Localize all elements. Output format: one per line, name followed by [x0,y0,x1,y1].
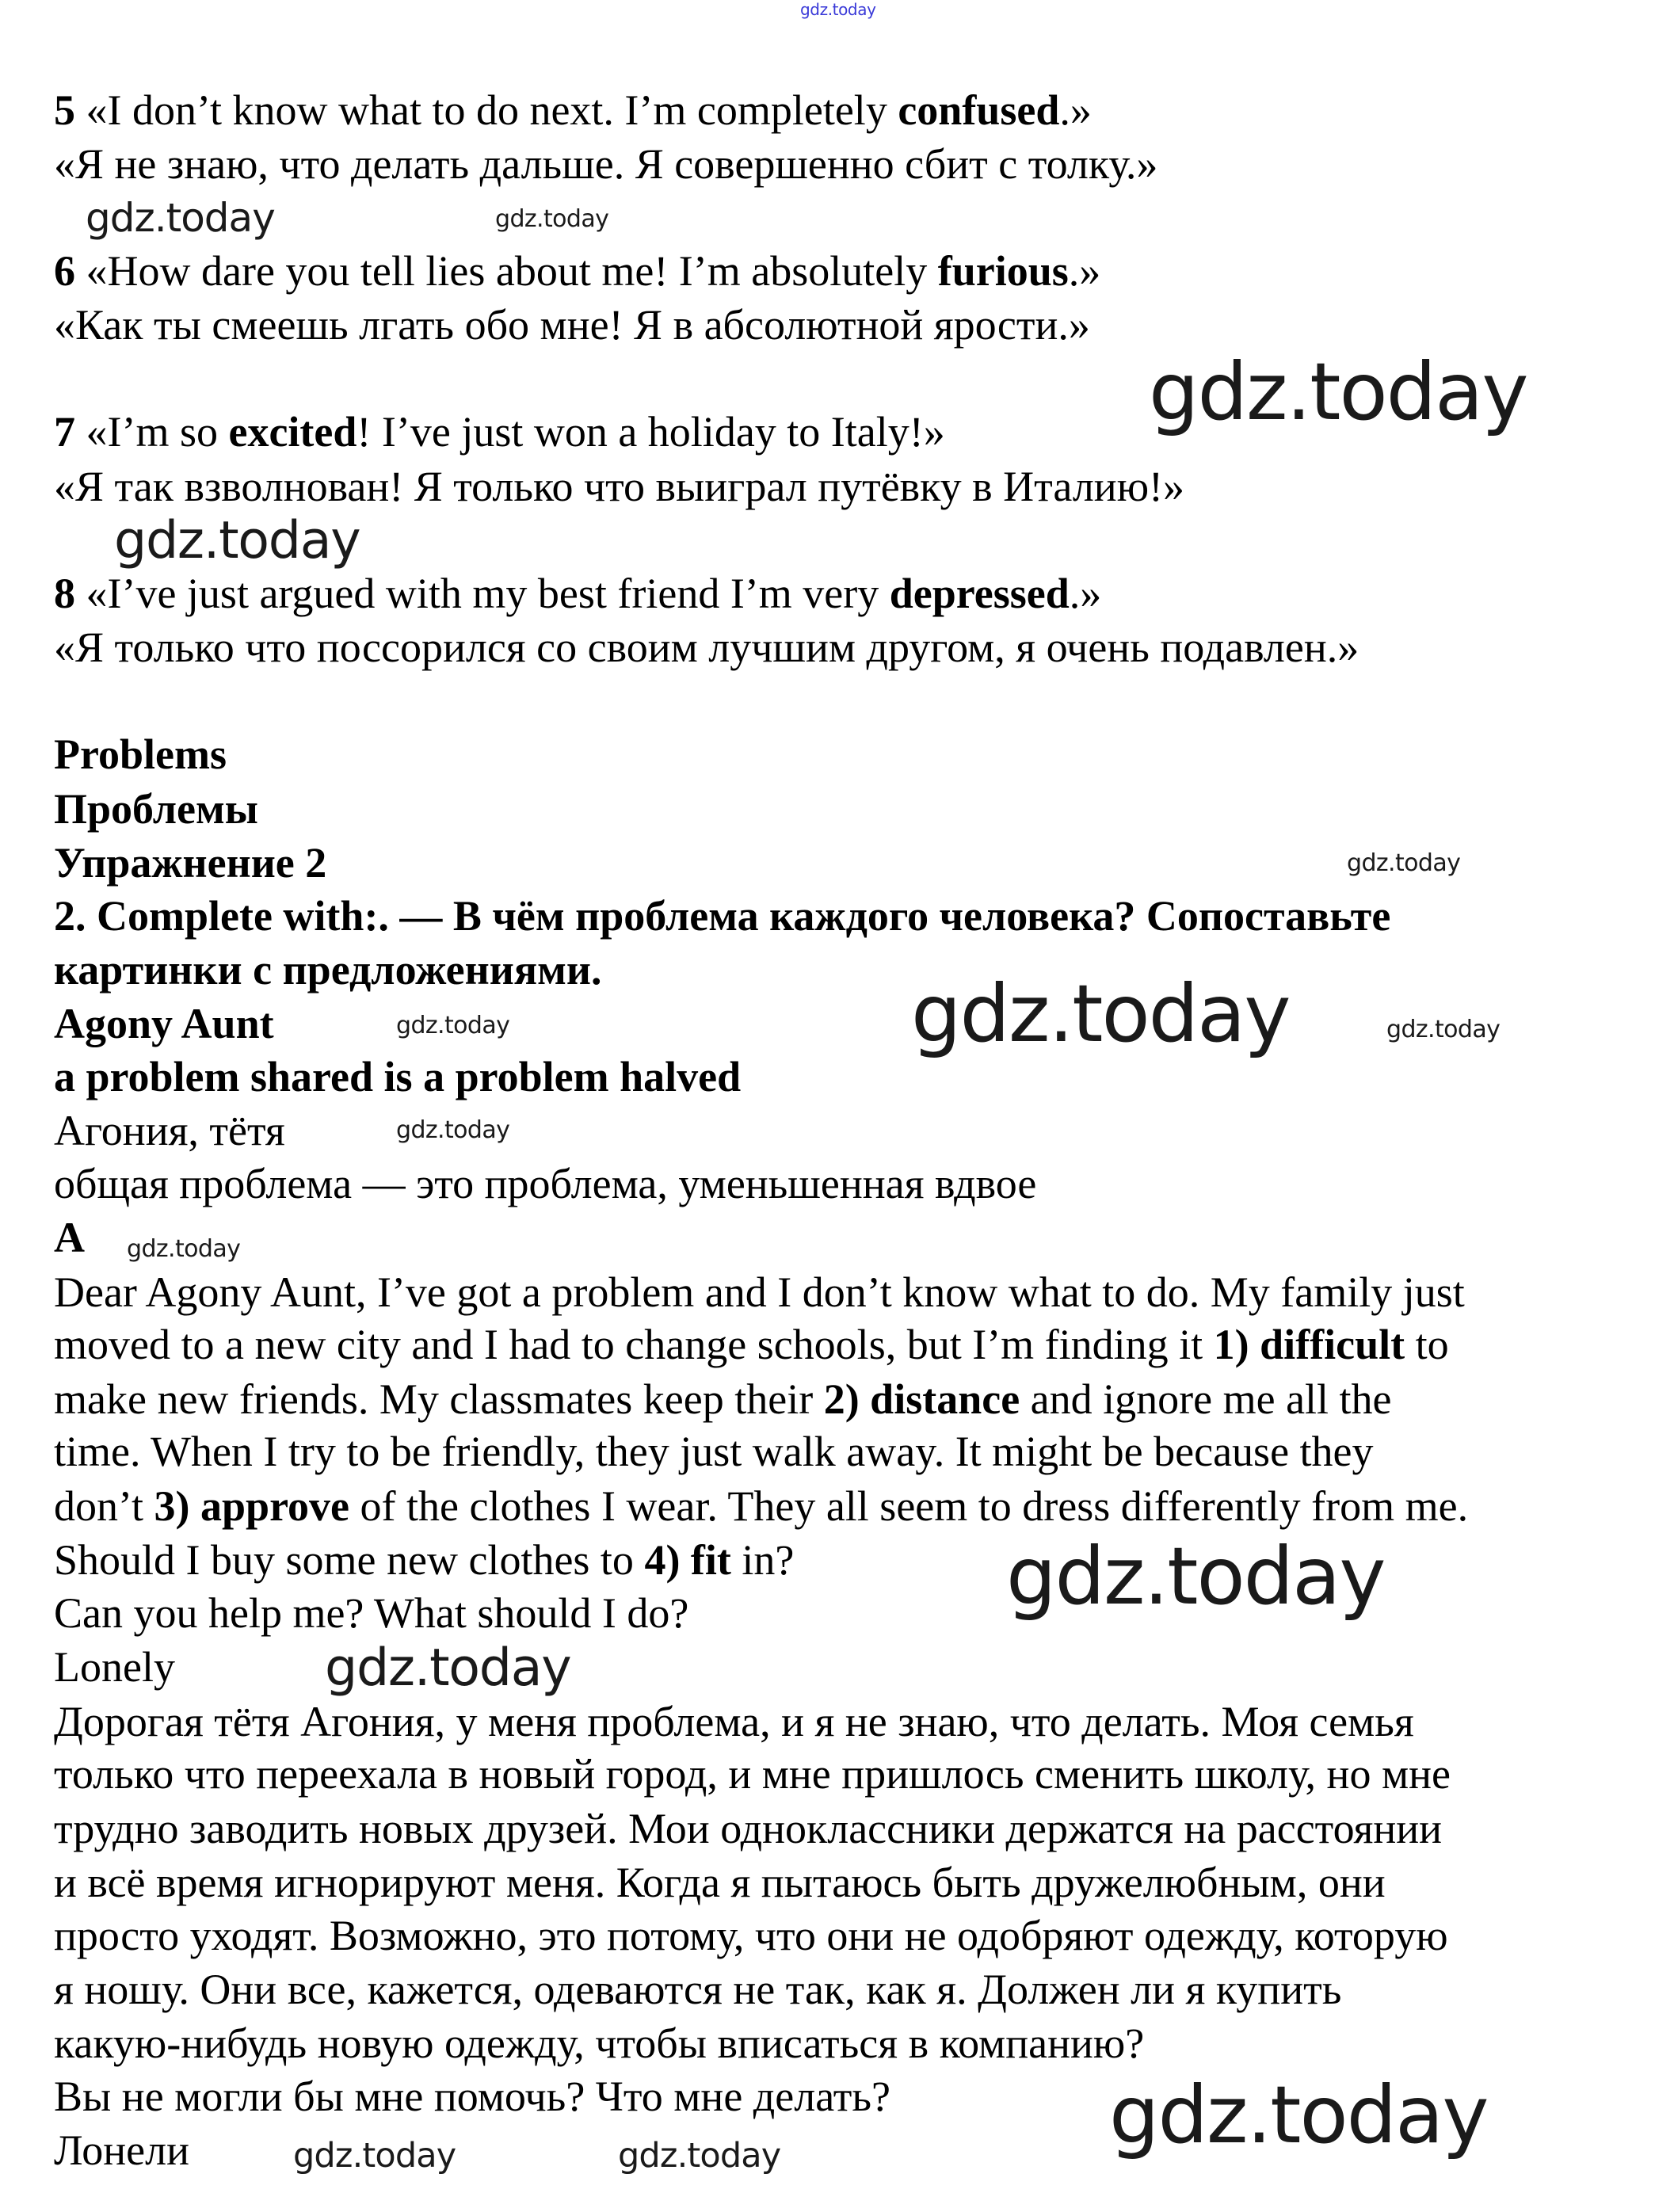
text: «I’m so [75,408,229,456]
text-line [54,83,1092,137]
watermark: gdz.today [1149,345,1527,438]
bold-text: 7 [54,408,75,456]
text-line [54,1479,1468,1533]
text-line [54,2123,189,2177]
bold-text: 5 [54,86,75,134]
text-line [54,1802,1442,1855]
watermark: gdz.today [86,195,275,241]
text-line [54,1533,794,1587]
bold-text: Problems [54,730,227,779]
text-line [54,2016,1144,2070]
text: to [1405,1321,1449,1369]
text: трудно заводить новых друзей. Мои одноклассники держатся на расстоянии [54,1804,1443,1852]
bold-text: depressed [889,569,1070,617]
text-line [54,1640,175,1694]
text: общая проблема — это проблема, уменьшенная вдвое [54,1160,1037,1207]
text: Дорогая тётя Агония, у меня проблема, и я не знаю, что делать. Моя семья [54,1697,1414,1745]
text-line [54,782,258,836]
text-line [54,1157,1036,1211]
text-line [54,1265,1465,1319]
bold-text: 8 [54,569,75,617]
watermark: gdz.today [114,511,360,570]
text: and ignore me all the [1020,1375,1392,1423]
text: of the clothes I wear. They all seem to dress differently from me. [349,1482,1469,1530]
text-line [54,1695,1414,1749]
watermark: gdz.today [1109,2069,1488,2161]
text-line [54,2069,890,2123]
text: Can you help me? What should I do? [54,1588,689,1637]
text: Лонели [54,2126,189,2175]
bold-text: Agony Aunt [54,1000,274,1048]
text-line [54,137,1157,191]
bold-text: 3) approve [154,1482,350,1530]
bold-text: Упражнение 2 [54,839,327,887]
text: «I don’t know what to do next. I’m completely [75,86,898,134]
text-line [54,1586,688,1640]
text-line [54,1855,1386,1909]
bold-text: excited [228,408,357,456]
text: Should I buy some new clothes to [54,1536,645,1585]
text-line [54,727,227,781]
text: только что переехала в новый город, и мне пришлось сменить школу, но мне [54,1750,1451,1798]
text-line [54,1962,1341,2016]
text: «Я только что поссорился со своим лучшим другом, я очень подавлен.» [54,624,1359,672]
text: ! I’ve just won a holiday to Italy!» [357,408,945,456]
bold-text: картинки с предложениями. [54,946,602,993]
text-line [54,405,945,459]
text-line [54,1104,285,1157]
text-line [54,244,1100,298]
text: .» [1069,569,1102,617]
text-line [54,1318,1449,1371]
bold-text: 4) fit [644,1536,731,1585]
bold-text: Проблемы [54,784,258,833]
watermark: gdz.today [618,2136,781,2176]
text: я ношу. Они все, кажется, одеваются не так, как я. Должен ли я купить [54,1966,1342,2013]
text-line [54,1424,1374,1478]
text: .» [1068,247,1101,295]
text-line [54,298,1090,352]
text-line [54,620,1359,674]
text: какую-нибудь новую одежду, чтобы вписаться в компанию? [54,2019,1145,2068]
text-line [54,460,1184,513]
text-line [54,943,601,997]
watermark: gdz.today [396,1116,510,1144]
watermark: gdz.today [293,2136,456,2176]
text: in? [730,1536,795,1585]
text: moved to a new city and I had to change schools, but I’m finding it [54,1321,1214,1369]
watermark: gdz.today [1006,1530,1385,1623]
text-line [54,836,326,890]
text: Dear Agony Aunt, I’ve got a problem and I don’t know what to do. My family just [54,1268,1465,1316]
text: просто уходят. Возможно, это потому, что они не одобряют одежду, которую [54,1911,1448,1959]
watermark: gdz.today [1386,1016,1501,1043]
watermark: gdz.today [911,967,1290,1060]
text: .» [1059,86,1092,134]
bold-text: A [54,1214,85,1262]
bold-text: furious [937,247,1069,295]
watermark: gdz.today [1347,849,1461,877]
text: Вы не могли бы мне помочь? Что мне делать? [54,2073,890,2120]
watermark: gdz.today [495,205,609,233]
text-line [54,1050,741,1104]
bold-text: a problem shared is a problem halved [54,1053,742,1100]
text-line [54,566,1101,620]
bold-text: 2) distance [823,1375,1020,1423]
text-line [54,997,274,1051]
text-line [54,1747,1451,1801]
text: и всё время игнорируют меня. Когда я пытаюсь быть дружелюбным, они [54,1859,1386,1906]
bold-text: confused [898,86,1060,134]
watermark: gdz.today [396,1012,510,1039]
text: make new friends. My classmates keep their [54,1375,824,1423]
text: «Я не знаю, что делать дальше. Я совершенно сбит с толку.» [54,140,1158,188]
watermark: gdz.today [325,1638,571,1698]
text-line [54,1909,1448,1962]
text: «Я так взволнован! Я только что выиграл путёвку в Италию!» [54,462,1185,510]
watermark: gdz.today [800,0,876,19]
bold-text: 6 [54,247,75,295]
bold-text: 1) difficult [1213,1321,1405,1369]
text: «I’ve just argued with my best friend I’m very [75,569,890,617]
text-line [54,889,1390,943]
text: Lonely [54,1643,175,1691]
text: Агония, тётя [54,1107,285,1155]
text: time. When I try to be friendly, they just walk away. It might be because they [54,1428,1374,1476]
text: «How dare you tell lies about me! I’m absolutely [75,247,938,295]
bold-text: 2. Complete with:. — В чём проблема каждого человека? Сопоставьте [54,891,1391,940]
text: don’t [54,1482,154,1530]
text-line [54,1211,85,1264]
text-line [54,1372,1392,1426]
text: «Как ты смеешь лгать обо мне! Я в абсолютной ярости.» [54,301,1090,349]
watermark: gdz.today [127,1235,241,1263]
